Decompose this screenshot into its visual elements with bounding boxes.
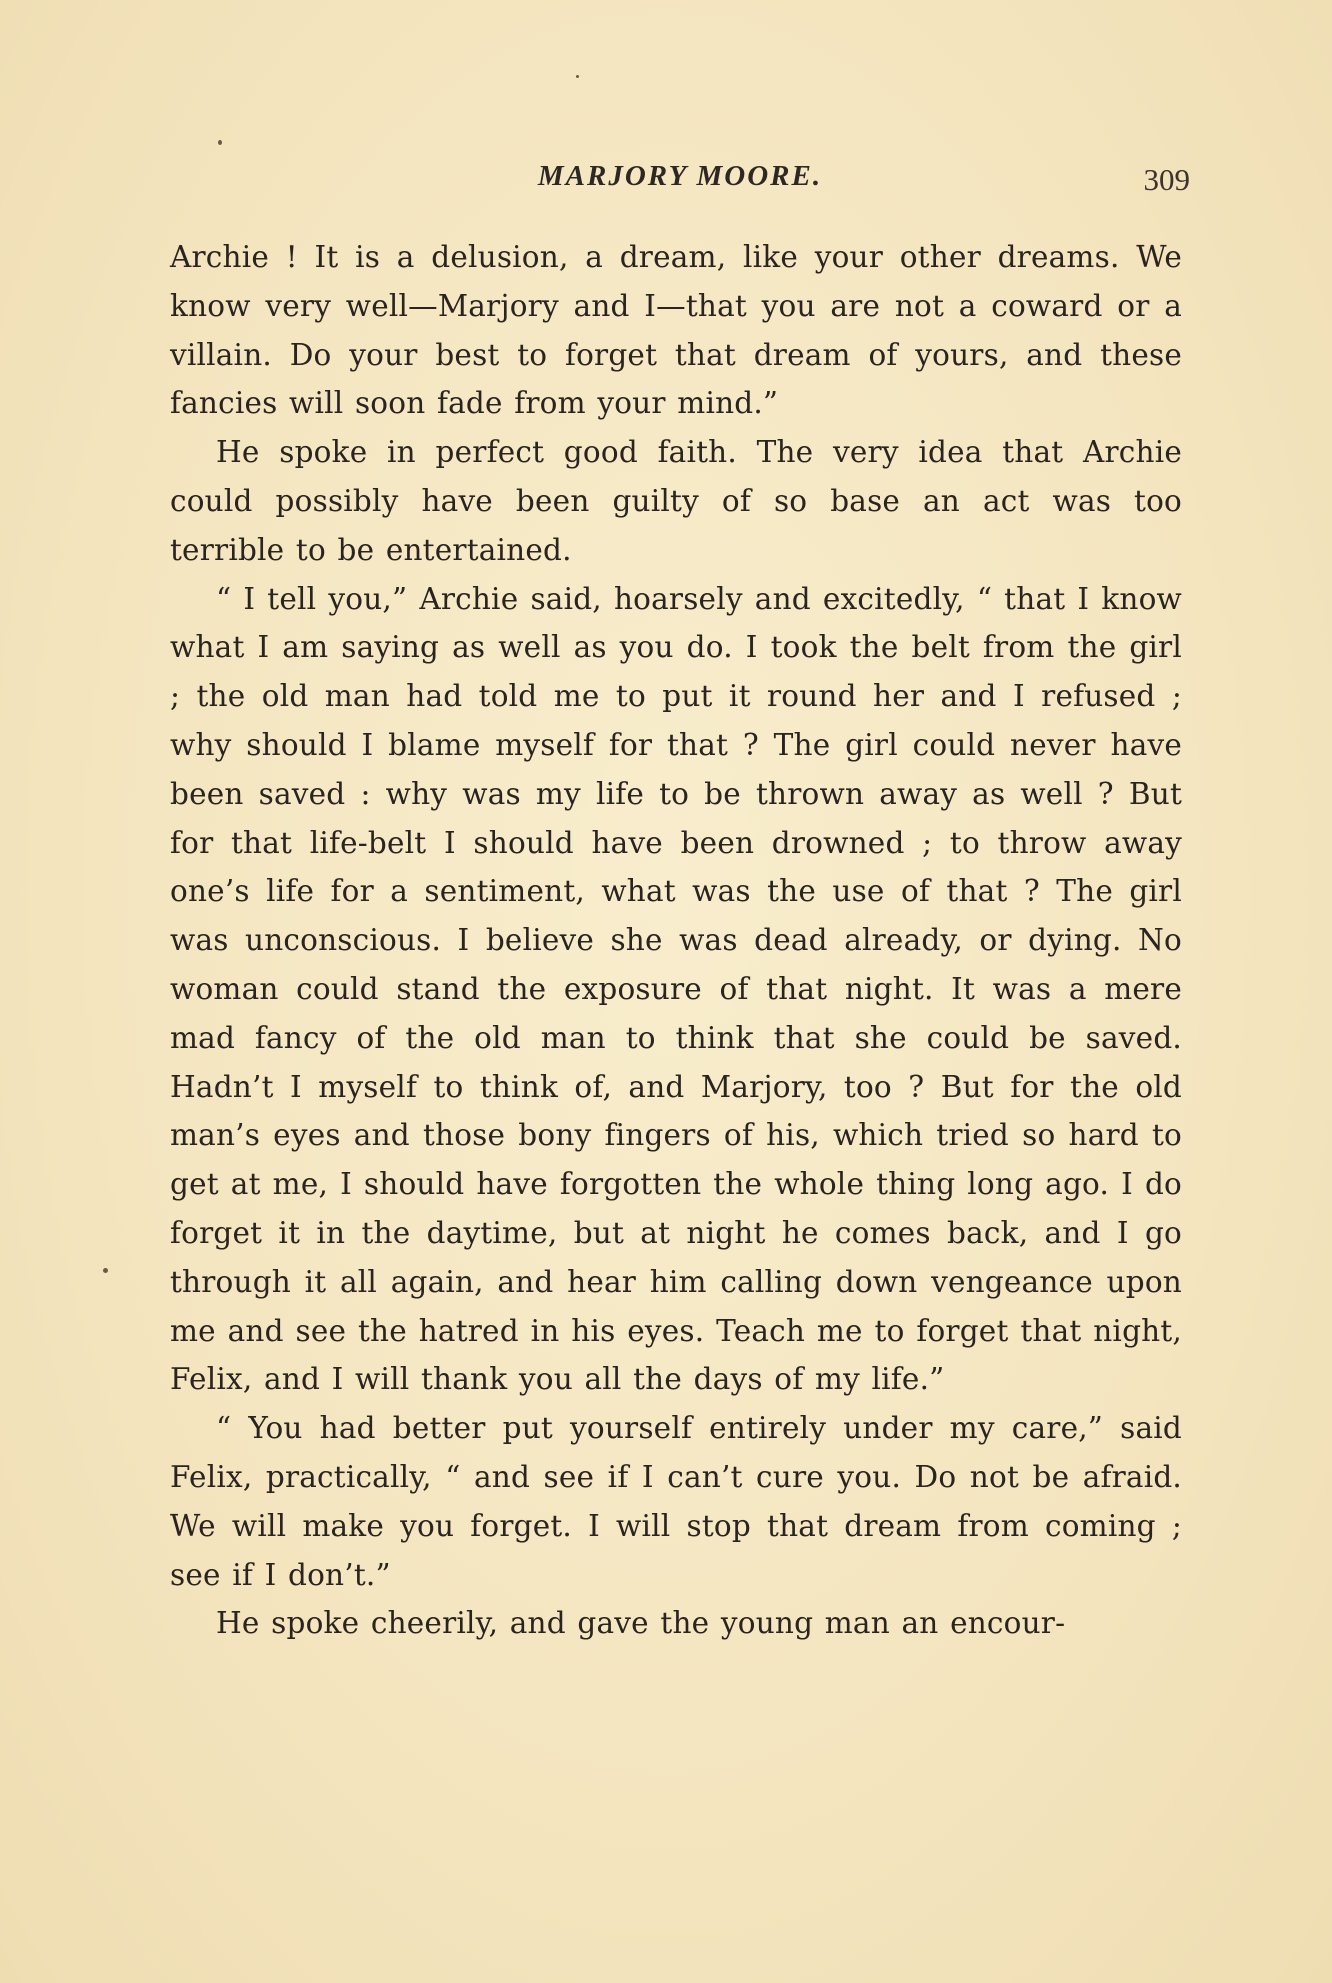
page-number: 309 bbox=[1143, 162, 1190, 197]
paragraph: He spoke cheerily, and gave the young man an encour- bbox=[216, 1606, 1066, 1641]
paper-fleck bbox=[103, 1268, 108, 1273]
paragraph: Archie ! It is a delusion, a dream, like your other dreams. We know very well—Marjory and I—that you are not a coward or a villain. Do your best to forget that dream of yours, and these fancies will soon fade from your mind.” bbox=[170, 240, 1182, 421]
running-title: MARJORY MOORE. bbox=[537, 160, 823, 192]
paper-fleck bbox=[576, 75, 579, 78]
body-text bbox=[170, 233, 1182, 1648]
paper-fleck bbox=[218, 140, 222, 145]
page-header bbox=[170, 160, 1190, 210]
paragraph: “ You had better put yourself entirely under my care,” said Felix, practically, “ and see if I can’t cure you. Do not be afraid. We will make you forget. I will stop that dream from coming ; see if I don’t.” bbox=[170, 1411, 1182, 1592]
paragraph: “ I tell you,” Archie said, hoarsely and excitedly, “ that I know what I am saying as well as you do. I took the belt from the girl ; the old man had told me to put it round her and I refused ; why should I blame myself for that ? The girl could never have been saved : why was my life to be thrown away as well ? But for that life-belt I should have been drowned ; to throw away one’s life for a sentiment, what was the use of that ? The girl was unconscious. I believe she was dead already, or dying. No woman could stand the exposure of that night. It was a mere mad fancy of the old man to think that she could be saved. Hadn’t I myself to think of, and Marjory, too ? But for the old man’s eyes and those bony fingers of his, which tried so hard to get at me, I should have forgotten the whole thing long ago. I do forget it in the daytime, but at night he comes back, and I go through it all again, and hear him calling down vengeance upon me and see the hatred in his eyes. Teach me to forget that night, Felix, and I will thank you all the days of my life.” bbox=[170, 581, 1182, 1397]
paragraph: He spoke in perfect good faith. The very idea that Archie could possibly have been guilty of so base an act was too terrible to be entertained. bbox=[170, 435, 1182, 567]
